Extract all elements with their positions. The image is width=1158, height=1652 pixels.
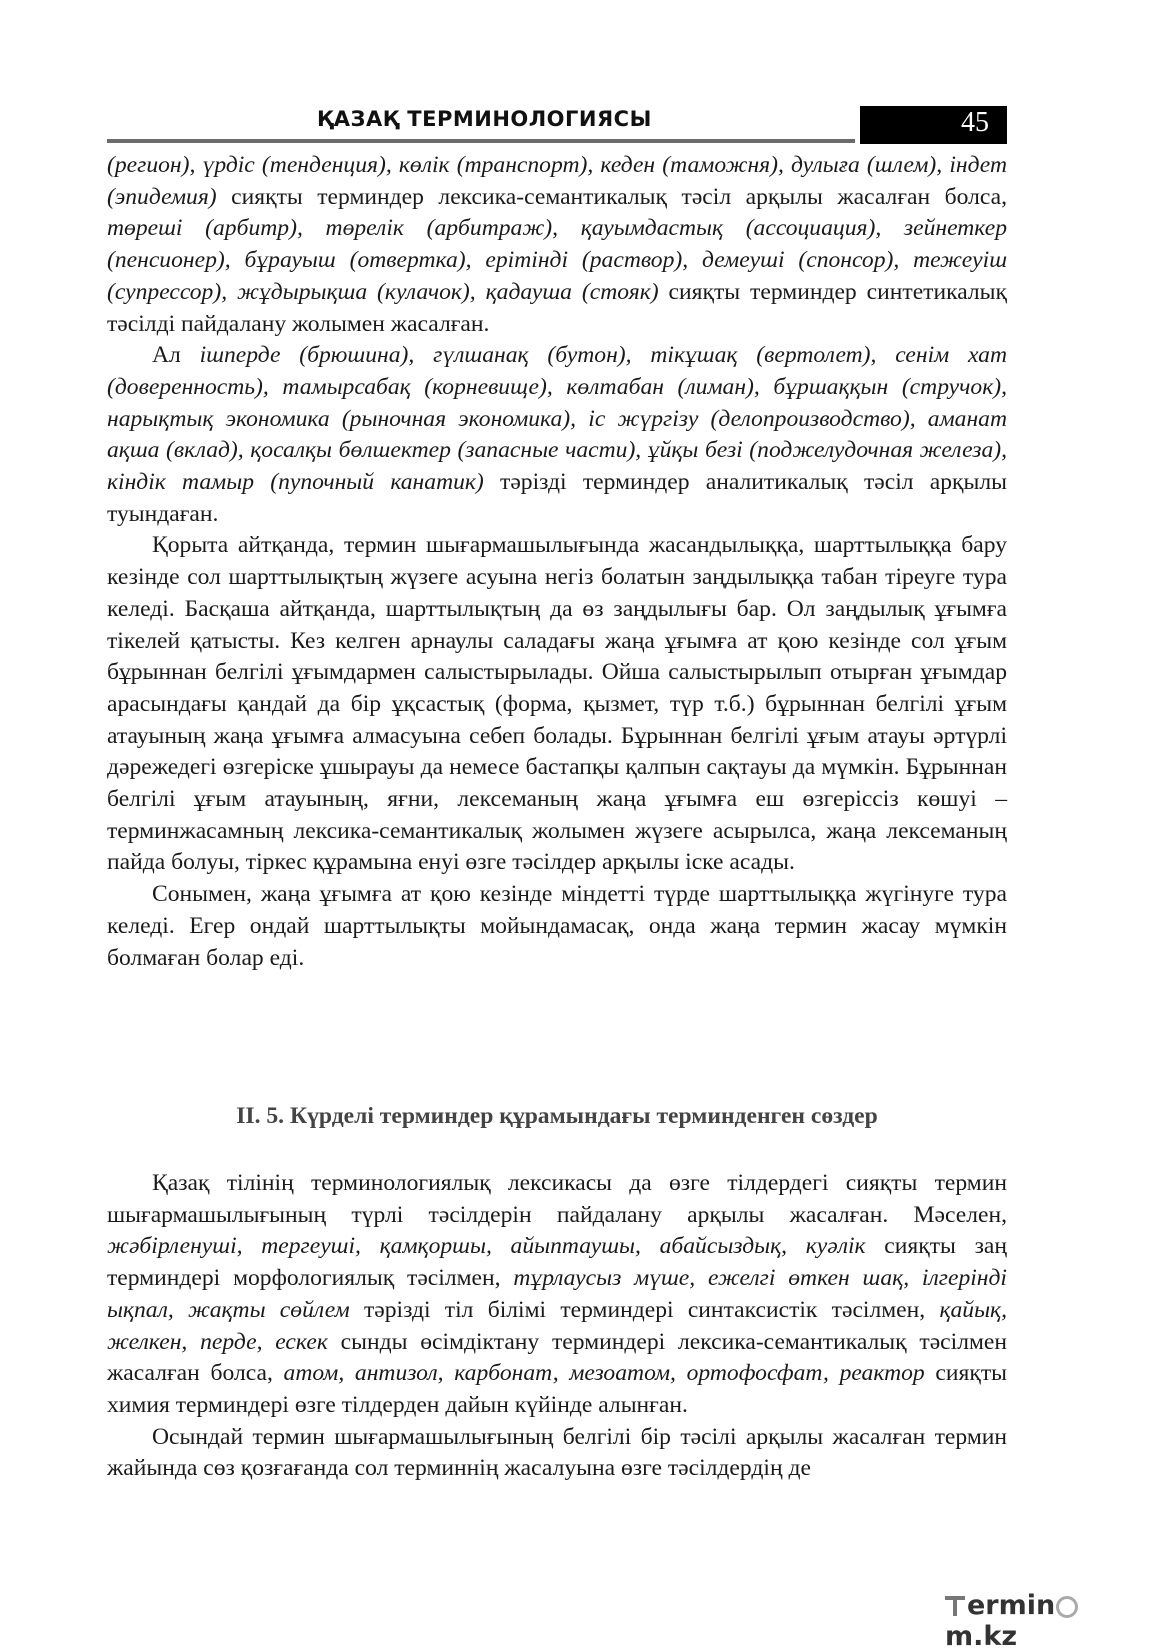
body-text-main: [107, 150, 1007, 974]
page-number: 45: [961, 107, 989, 138]
paragraph-2: [107, 340, 1007, 530]
text-run: сияқты заң терминдері морфологиялық тәсілмен,: [107, 1233, 1007, 1292]
text-run: сияқты терминдер синтетикалық тәсілді пайдалану жолымен жасалған.: [107, 278, 1007, 337]
text-run: Ал: [152, 342, 200, 369]
running-header: [107, 103, 1007, 145]
termincom-logo-icon: [945, 1592, 967, 1614]
italic-term-run: тұрлаусыз мүше, ежелгі өткен шақ, ілгерінді ықпал, жақты сөйлем: [107, 1265, 1007, 1323]
italic-term-run: қайық, желкен, перде, ескек: [107, 1296, 1007, 1355]
text-run: Қорыта айтқанда, термин шығармашылығында жасандылыққа, шарттылыққа бару кезінде сол шарттылықтың жүзеге асуына негіз болатын заңдылыққа табан тіреуге тура келеді. Басқаша айтқанда, шарттылықтың да өз заңдылығы бар. Ол заңдылық ұғымға тікелей қатысты. Кез келген арнаулы саладағы жаңа ұғымға ат қою кезінде сол ұғым бұрыннан белгілі ұғымдармен салыстырылады. Ойша салыстырылып отырған ұғымдар арасындағы қандай да бір ұқсастық (форма, қызмет, түр т.б.) бұрыннан белгілі ұғым атауының жаңа ұғымға алмасуына себеп болады. Бұрыннан белгілі ұғым атауы әртүрлі дәрежедегі өзгеріске ұшырауы да немесе бастапқы қалпын сақтауы да мүмкін. Бұрыннан белгілі ұғым атауының, яғни, лексеманың жаңа ұғымға еш өзгеріссіз көшуі – терминжасамның лексика-семантикалық жолымен жүзеге асырылса, жаңа лексеманың пайда болуы, тіркес құрамына енуі өзге тәсілдер арқылы іске асады.: [107, 532, 1007, 876]
italic-term-run: ішперде (брюшина), гүлшанақ (бутон), тікұшақ (вертолет), сенім хат (доверенность), тамырсабақ (корневище), көлтабан (лиман), бұршаққын (стручок), нарықтық экономика (рыночная экономика), іс жүргізу (делопроизводство), аманат ақша (вклад), қосалқы бөлшектер (запасные части), ұйқы безі (поджелудочная железа), кіндік тамыр (пупочный канатик): [107, 342, 1007, 496]
section-heading: ІІ. 5. Күрделі терминдер құрамындағы терминденген сөздер: [236, 1103, 878, 1129]
italic-term-run: атом, антизол, карбонат, мезоатом, ортофосфат, реактор: [283, 1360, 925, 1387]
watermark-text-1: ermin: [967, 1590, 1056, 1621]
text-run: Осындай термин шығармашылығының белгілі бір тәсілі арқылы жасалған термин жайында сөз қозғағанда сол терминнің жасалуына өзге тәсілдердің де: [107, 1423, 1007, 1482]
italic-term-run: (регион), үрдіс (тенденция), көлік (транспорт), кеден (таможня), дулыға (шлем), індет (эпидемия): [107, 152, 1007, 210]
paragraph-3: [107, 530, 1007, 879]
paragraph-1: [107, 150, 1007, 340]
running-title: ҚАЗАҚ ТЕРМИНОЛОГИЯСЫ: [317, 107, 652, 131]
text-run: сияқты терминдер лексика-семантикалық тәсіл арқылы жасалған болса,: [216, 183, 1007, 210]
header-rule: [107, 139, 855, 143]
site-watermark: [945, 1590, 1145, 1652]
text-run: тәрізді терминдер аналитикалық тәсіл арқылы туындаған.: [107, 469, 1007, 527]
italic-term-run: төреші (арбитр), төрелік (арбитраж), қауымдастық (ассоциация), зейнеткер (пенсионер), бұрауыш (отвертка), ерітінді (раствор), демеуші (спонсор), тежеуіш (супрессор), жұдырықша (кулачок), қадауша (стояк): [107, 215, 1007, 305]
paragraph-6: [107, 1422, 1007, 1485]
italic-term-run: жәбірленуші, тергеуші, қамқоршы, айыптаушы, абайсыздық, куәлік: [107, 1233, 866, 1260]
watermark-text-2: m.kz: [945, 1621, 1018, 1652]
paragraph-5: [107, 1168, 1007, 1422]
text-run: тәрізді тіл білімі терминдері синтаксистік тәсілмен,: [349, 1296, 940, 1323]
text-run: Қазақ тілінің терминологиялық лексикасы да өзге тілдердегі сияқты термин шығармашылығының түрлі тәсілдерін пайдалану арқылы жасалған. Мәселен,: [107, 1170, 1007, 1228]
text-run: сияқты химия терминдері өзге тілдерден дайын күйінде алынған.: [107, 1360, 1007, 1418]
paragraph-4: [107, 879, 1007, 974]
text-run: сынды өсімдіктану терминдері лексика-семантикалық тәсілмен жасалған болса,: [107, 1328, 1007, 1387]
body-text-section: [107, 1168, 1007, 1485]
text-run: Сонымен, жаңа ұғымға ат қою кезінде міндетті түрде шарттылыққа жүгінуге тура келеді. Егер ондай шарттылықты мойындамасақ, онда жаңа термин жасау мүмкін болмаған болар еді.: [107, 881, 1007, 971]
magnifier-icon: [1056, 1596, 1078, 1618]
